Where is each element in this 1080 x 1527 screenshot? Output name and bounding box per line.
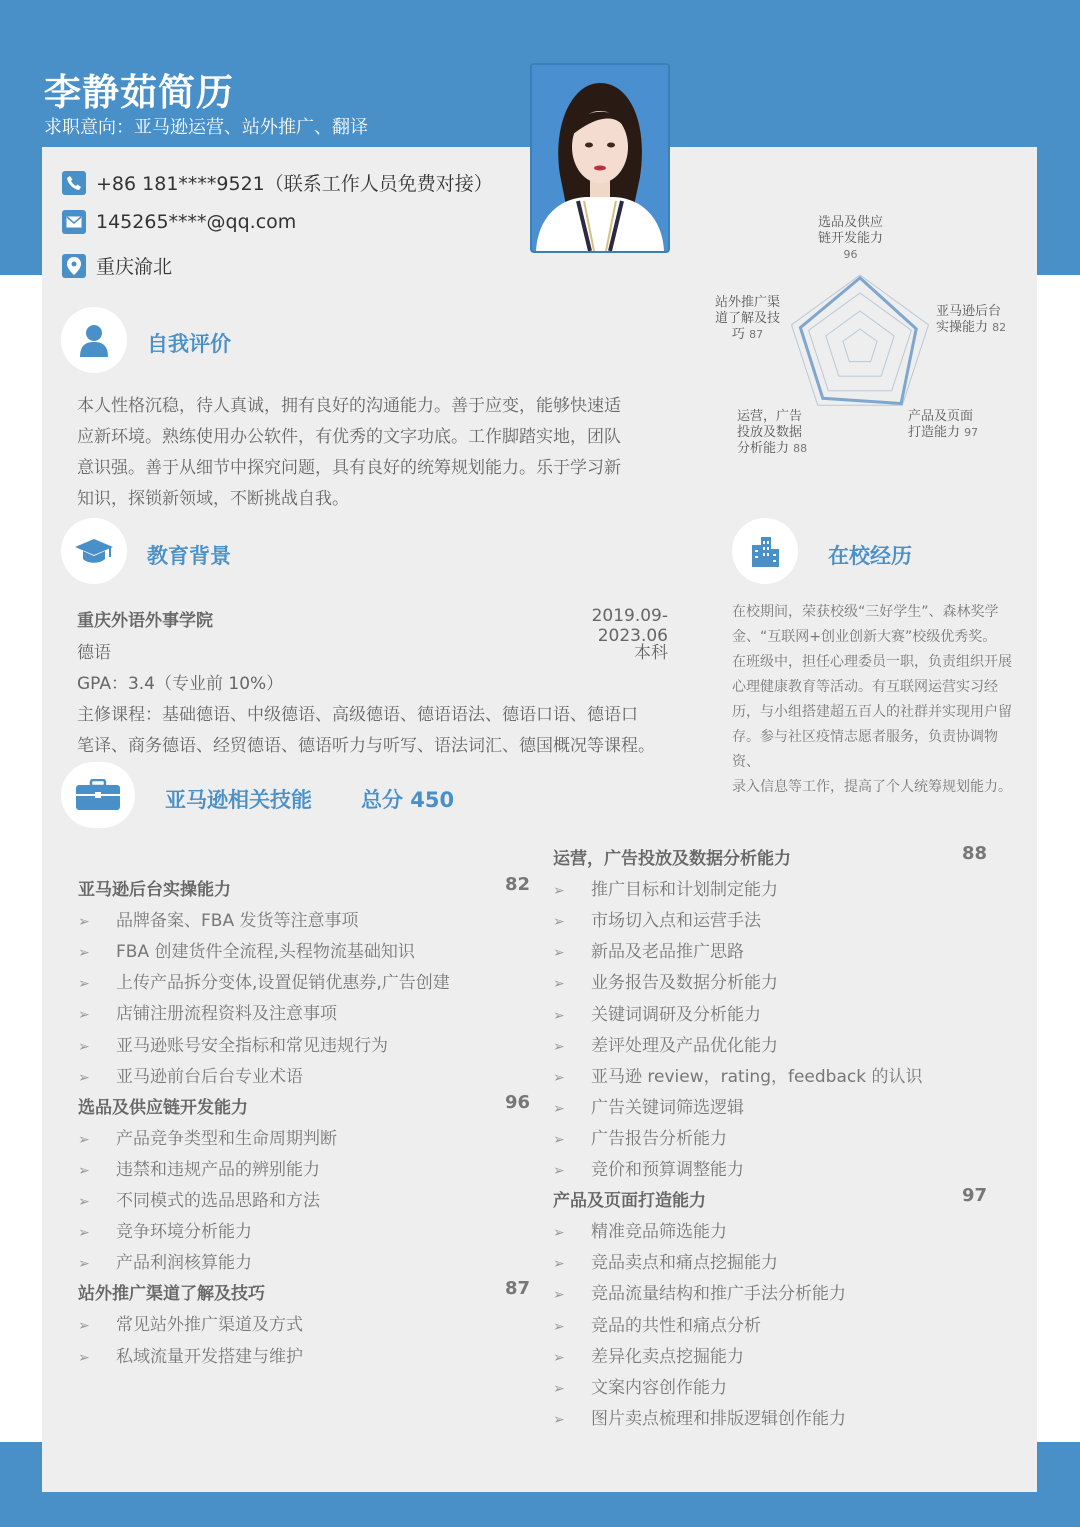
radar-label-product: 产品及页面 打造能力 97 (908, 409, 979, 440)
skill-item-text: 推广目标和计划制定能力 (591, 880, 778, 901)
skill-item-text: 竞品卖点和痛点挖掘能力 (591, 1253, 778, 1274)
skill-item-text: 上传产品拆分变体,设置促销优惠券,广告创建 (116, 973, 450, 994)
skill-item (553, 1000, 761, 1025)
skill-group-title: 运营，广告投放及数据分析能力 (553, 849, 791, 869)
skill-item-text: 竞争环境分析能力 (116, 1222, 252, 1243)
skills-total: 总分 450 (361, 788, 455, 812)
skill-item-text: 业务报告及数据分析能力 (591, 973, 778, 994)
skill-group-score: 87 (505, 1278, 531, 1300)
skills-badge (61, 762, 135, 828)
arrow-bullet-icon: ➢ (78, 945, 90, 962)
arrow-bullet-icon: ➢ (553, 945, 565, 962)
location-text: 重庆渝北 (96, 256, 173, 278)
arrow-bullet-icon: ➢ (553, 1100, 565, 1117)
skill-group-title: 站外推广渠道了解及技巧 (78, 1284, 265, 1305)
arrow-bullet-icon: ➢ (78, 1349, 90, 1366)
skill-item (78, 1031, 388, 1056)
edu-period: 2019.09-2023.06 (591, 606, 668, 646)
skill-item (78, 968, 450, 993)
arrow-bullet-icon: ➢ (553, 1411, 565, 1428)
skill-item (553, 968, 778, 993)
skill-item-text: 产品利润核算能力 (116, 1253, 252, 1274)
skill-item-text: 差异化卖点挖掘能力 (591, 1346, 744, 1367)
arrow-bullet-icon: ➢ (78, 1225, 90, 1242)
user-icon (78, 323, 110, 357)
arrow-bullet-icon: ➢ (553, 1163, 565, 1179)
skill-group-title: 选品及供应链开发能力 (78, 1097, 248, 1118)
arrow-bullet-icon: ➢ (553, 1007, 565, 1024)
school-exp-text: 在校期间，荣获校级“三好学生”、森林奖学 金、“互联网+创业创新大赛”校级优秀奖。 在班级中，担任心理委员一职，负责组织开展 心理健康教育等活动。有互联网运营实习经 历，与小组搭建超五百人的社群并实现用户留 存。参与社区疫情志愿者服务，负责协调物资、 录入信息等工作，提高了个人统筹规划能力。 (732, 604, 1012, 795)
school-exp-title: 在校经历 (828, 544, 912, 568)
skill-group-score: 82 (505, 874, 531, 895)
skills-title: 亚马逊相关技能 (165, 788, 312, 812)
skill-item (553, 1062, 922, 1087)
school-exp-badge (732, 518, 798, 584)
contact-phone (62, 169, 493, 196)
skill-item-text: 品牌备案、FBA 发货等注意事项 (116, 911, 359, 932)
skill-item (553, 1217, 727, 1242)
arrow-bullet-icon: ➢ (78, 914, 90, 931)
skill-item (553, 875, 778, 900)
radar-grid (792, 275, 929, 405)
resume-title: 李静茹简历 (44, 71, 234, 114)
skill-item-text: 私域流量开发搭建与维护 (116, 1346, 303, 1367)
skill-item-text: 新品及老品推广思路 (591, 942, 744, 963)
skill-item (553, 1248, 778, 1273)
arrow-bullet-icon: ➢ (78, 1038, 90, 1055)
edu-degree: 本科 (634, 643, 668, 663)
radar-label-ads: 运营，广告 投放及数据 分析能力 88 (737, 409, 808, 456)
arrow-bullet-icon: ➢ (553, 1318, 565, 1335)
edu-courses-line2: 笔译、商务德语、经贸德语、德语听力与听写、语法词汇、德国概况等课程。 (77, 736, 655, 756)
skill-group-score: 96 (505, 1091, 531, 1113)
radar-grid-ring (826, 311, 894, 376)
skill-group-score: 97 (962, 1185, 988, 1207)
radar-label-offsite: 站外推广渠 道了解及技 巧 87 (715, 295, 781, 342)
arrow-bullet-icon: ➢ (553, 1038, 565, 1055)
skill-item-text: 广告报告分析能力 (591, 1128, 727, 1149)
building-icon (749, 535, 781, 567)
skill-item (553, 937, 744, 962)
arrow-bullet-icon: ➢ (553, 1256, 565, 1273)
contact-location (62, 252, 172, 279)
skill-item-text: 常见站外推广渠道及方式 (116, 1315, 303, 1336)
skill-item (78, 1062, 303, 1087)
skill-item (78, 999, 337, 1024)
skill-item (78, 1155, 320, 1180)
arrow-bullet-icon: ➢ (78, 1069, 90, 1086)
graduation-cap-icon (74, 537, 114, 565)
edu-gpa: GPA：3.4（专业前 10%） (77, 674, 284, 694)
skill-item-text: 亚马逊账号安全指标和常见违规行为 (116, 1035, 388, 1056)
skill-group-title: 亚马逊后台实操能力 (78, 880, 231, 900)
arrow-bullet-icon: ➢ (553, 914, 565, 931)
arrow-bullet-icon: ➢ (78, 1318, 90, 1335)
self-eval-text: 本人性格沉稳，待人真诚，拥有良好的沟通能力。善于应变，能够快速适 应新环境。熟练使用办公软件，有优秀的文字功底。工作脚踏实地，团队 意识强。善于从细节中探究问题，具有良好的统筹规划能力。乐于学习新 知识，探锁新领域，不断挑战自我。 (77, 396, 621, 509)
arrow-bullet-icon: ➢ (78, 1007, 90, 1024)
location-pin-icon (62, 254, 86, 278)
phone-icon (62, 171, 86, 195)
skill-item (78, 1248, 252, 1273)
skill-item-text: 竞品的共性和痛点分析 (591, 1315, 761, 1336)
skill-item-text: 竞品流量结构和推广手法分析能力 (591, 1284, 846, 1305)
arrow-bullet-icon: ➢ (553, 1225, 565, 1242)
job-intent: 求职意向：亚马逊运营、站外推广、翻译 (44, 117, 368, 138)
skill-item (78, 1186, 320, 1211)
skill-item-text: 店铺注册流程资料及注意事项 (116, 1004, 337, 1025)
radar-value-polygon (800, 278, 916, 404)
skill-item (78, 1310, 303, 1335)
skill-item (553, 1311, 761, 1336)
skill-item-text: 市场切入点和运营手法 (591, 911, 761, 932)
radar-label-backend: 亚马逊后台 实操能力 82 (936, 304, 1007, 335)
profile-photo (530, 63, 670, 253)
skill-item (553, 1404, 846, 1429)
skill-item-text: 亚马逊前台后台专业术语 (116, 1066, 303, 1087)
skill-item-text: FBA 创建货件全流程,头程物流基础知识 (116, 942, 415, 963)
skill-item (553, 1155, 744, 1180)
phone-text: +86 181****9521（联系工作人员免费对接） (96, 173, 493, 195)
arrow-bullet-icon: ➢ (553, 883, 565, 900)
self-eval-badge (61, 307, 127, 373)
arrow-bullet-icon: ➢ (553, 976, 565, 993)
arrow-bullet-icon: ➢ (78, 1194, 90, 1210)
radar-grid-ring (843, 329, 877, 362)
skill-item-text: 广告关键词筛选逻辑 (591, 1097, 744, 1118)
arrow-bullet-icon: ➢ (553, 1380, 565, 1397)
school-name: 重庆外语外事学院 (77, 611, 213, 631)
arrow-bullet-icon: ➢ (78, 1131, 90, 1148)
skill-item (553, 1373, 727, 1398)
arrow-bullet-icon: ➢ (78, 976, 90, 993)
skill-item-text: 图片卖点梳理和排版逻辑创作能力 (591, 1408, 846, 1429)
arrow-bullet-icon: ➢ (78, 1256, 90, 1273)
skill-item (553, 1342, 744, 1367)
contact-email (62, 210, 296, 234)
skill-item (553, 1279, 846, 1304)
skill-item-text: 关键词调研及分析能力 (591, 1004, 761, 1025)
skill-item-text: 精准竞品筛选能力 (591, 1222, 727, 1243)
skill-group-title: 产品及页面打造能力 (553, 1191, 706, 1212)
skill-item (78, 906, 358, 931)
skill-item (553, 1124, 727, 1149)
education-badge (61, 518, 127, 584)
edu-courses-line1: 主修课程：基础德语、中级德语、高级德语、德语语法、德语口语、德语口 (77, 705, 638, 725)
skill-item (78, 1217, 252, 1242)
skill-item (553, 1093, 744, 1118)
skill-item-text: 不同模式的选品思路和方法 (116, 1191, 320, 1211)
arrow-bullet-icon: ➢ (553, 1131, 565, 1148)
email-text: 145265****@qq.com (96, 211, 297, 233)
skill-item-text: 产品竞争类型和生命周期判断 (116, 1128, 337, 1149)
skill-item (78, 1342, 303, 1367)
skill-item (78, 1124, 337, 1149)
skill-group-score: 88 (962, 843, 988, 864)
skill-item-text: 违禁和违规产品的辨别能力 (116, 1159, 320, 1180)
skill-item-text: 差评处理及产品优化能力 (591, 1035, 778, 1056)
skill-item-text: 亚马逊 review，rating，feedback 的认识 (591, 1066, 923, 1087)
skill-item-text: 竞价和预算调整能力 (591, 1160, 744, 1180)
skill-item (553, 1031, 778, 1056)
skills-radar-chart (770, 255, 950, 435)
arrow-bullet-icon: ➢ (553, 1349, 565, 1366)
arrow-bullet-icon: ➢ (553, 1287, 565, 1304)
radar-label-supply: 选品及供应 链开发能力 96 (818, 215, 884, 261)
skill-item-text: 文案内容创作能力 (591, 1377, 727, 1398)
skill-item (78, 937, 415, 962)
education-title: 教育背景 (147, 544, 231, 568)
mail-icon (62, 210, 86, 234)
arrow-bullet-icon: ➢ (78, 1162, 90, 1179)
arrow-bullet-icon: ➢ (553, 1069, 565, 1086)
skill-item (553, 906, 761, 931)
self-eval-title: 自我评价 (147, 332, 231, 356)
briefcase-icon (75, 779, 121, 811)
edu-major: 德语 (77, 643, 111, 663)
